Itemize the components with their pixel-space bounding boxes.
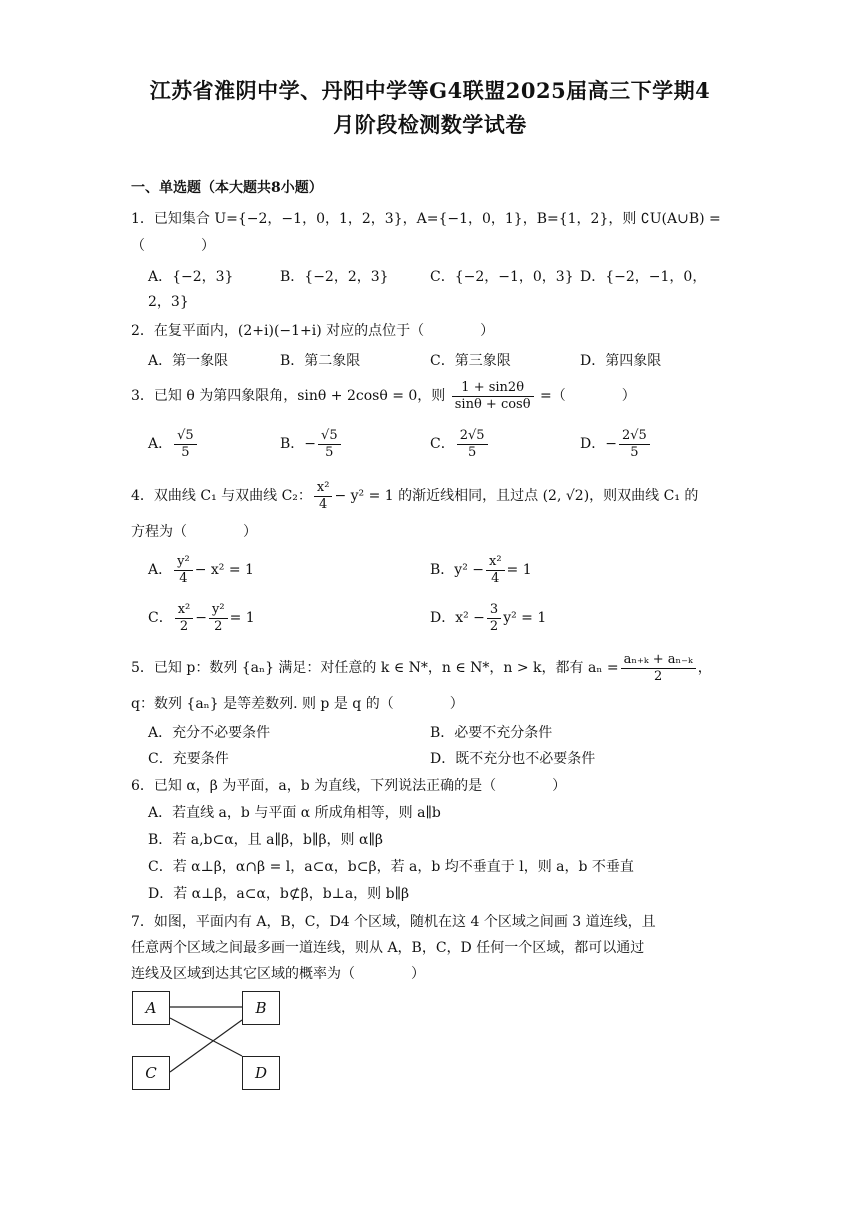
q6-option-b: B．若 a,b⊂α，且 a∥β，b∥β，则 α∥β bbox=[148, 832, 384, 848]
q5-option-a: A．充分不必要条件 bbox=[148, 725, 271, 741]
region-diagram bbox=[126, 986, 286, 1094]
q3-c-den: 5 bbox=[467, 444, 477, 460]
q3-option-c-label: C． bbox=[430, 436, 455, 452]
q5-frac-den: 2 bbox=[654, 668, 663, 684]
q3-a-den: 5 bbox=[181, 444, 190, 460]
q3-option-c bbox=[430, 426, 490, 462]
q1-option-a: A．{−2，3} bbox=[148, 269, 234, 285]
q5-fraction bbox=[621, 652, 696, 685]
q3-option-a bbox=[148, 426, 199, 462]
q1-option-b: B．{−2，2，3} bbox=[280, 269, 389, 285]
q4-stem-post: − y² = 1 的渐近线相同，且过点 (2, √2)，则双曲线 C₁ 的 bbox=[334, 488, 699, 504]
q4-option-c-label: C． bbox=[148, 610, 173, 626]
connection-a-d bbox=[170, 1018, 242, 1056]
q2-stem: 2．在复平面内，(2+i)(−1+i) 对应的点位于（ ） bbox=[131, 323, 495, 339]
q5-option-d: D．既不充分也不必要条件 bbox=[430, 751, 596, 767]
q4-frac-num: x² bbox=[314, 480, 333, 497]
q3-option-d-label: D．− bbox=[580, 436, 617, 452]
q4-c-post: = 1 bbox=[229, 610, 255, 626]
q3-option-a-label: A． bbox=[148, 436, 173, 452]
q4-option-d-frac bbox=[487, 602, 501, 635]
q3-option-d-frac bbox=[619, 428, 650, 461]
q4-b-num: x² bbox=[486, 554, 505, 571]
q3-b-den: 5 bbox=[325, 444, 334, 460]
q4-option-a-label: A． bbox=[148, 562, 173, 578]
q4-stem bbox=[131, 478, 698, 514]
q4-option-b-frac bbox=[486, 554, 505, 587]
q3-option-b-frac bbox=[318, 428, 341, 461]
q4-option-c-frac2 bbox=[209, 602, 228, 635]
q1-option-d-cont: 2，3} bbox=[148, 294, 189, 310]
q6-option-d: D．若 α⊥β，a⊂α，b⊄β，b⊥a，则 b∥β bbox=[148, 886, 410, 902]
q3-stem-pre: 3．已知 θ 为第四象限角，sinθ + 2cosθ = 0，则 bbox=[131, 388, 446, 404]
q4-c-num2: y² bbox=[209, 602, 228, 619]
title-line-2: 月阶段检测数学试卷 bbox=[333, 112, 527, 137]
q4-option-a-frac bbox=[174, 554, 193, 587]
region-box-c: C bbox=[132, 1056, 170, 1090]
q3-frac-num: 1 + sin2θ bbox=[452, 380, 534, 397]
region-box-a: A bbox=[132, 991, 170, 1025]
q3-b-num: √5 bbox=[318, 428, 341, 445]
q4-c-num1: x² bbox=[175, 602, 194, 619]
q4-frac-den: 4 bbox=[319, 496, 328, 512]
q4-option-c-frac1 bbox=[175, 602, 194, 635]
q4-option-b-label: B．y² − bbox=[430, 562, 484, 578]
q5-option-c: C．充要条件 bbox=[148, 751, 229, 767]
q3-frac-den: sinθ + cosθ bbox=[454, 396, 531, 412]
q5-frac-num: aₙ₊ₖ + aₙ₋ₖ bbox=[621, 652, 696, 669]
q3-c-num: 2√5 bbox=[457, 428, 488, 445]
q1-stem: 1．已知集合 U={−2，−1，0，1，2，3}，A={−1，0，1}，B={1，2}，则 ∁U(A∪B) = bbox=[131, 211, 721, 227]
q4-fraction bbox=[314, 480, 333, 513]
q4-a-den: 4 bbox=[179, 570, 188, 586]
q3-option-c-frac bbox=[457, 428, 488, 461]
q3-option-a-frac bbox=[174, 428, 197, 461]
q6-option-c: C．若 α⊥β，α∩β = l，a⊂α，b⊂β，若 a，b 均不垂直于 l，则 a，b 不垂直 bbox=[148, 859, 634, 875]
q4-stem-line2: 方程为（ ） bbox=[131, 524, 257, 540]
q3-option-d bbox=[580, 426, 652, 462]
q4-c-den1: 2 bbox=[179, 618, 189, 634]
q3-stem bbox=[131, 378, 636, 414]
q1-option-c: C．{−2，−1，0，3} bbox=[430, 269, 574, 285]
q4-d-post: y² = 1 bbox=[503, 610, 547, 626]
q4-b-post: = 1 bbox=[506, 562, 532, 578]
q2-option-d: D．第四象限 bbox=[580, 353, 662, 369]
q4-option-d bbox=[430, 600, 546, 636]
q4-option-a bbox=[148, 552, 254, 588]
q5-stem-pre: 5．已知 p：数列 {aₙ} 满足：对任意的 k ∈ N*，n ∈ N*，n > k，都有 aₙ = bbox=[131, 660, 619, 676]
q5-option-b: B．必要不充分条件 bbox=[430, 725, 553, 741]
q5-stem-line2: q：数列 {aₙ} 是等差数列. 则 p 是 q 的（ ） bbox=[131, 696, 464, 712]
q2-option-b: B．第二象限 bbox=[280, 353, 361, 369]
title-line-1: 江苏省淮阴中学、丹阳中学等G4联盟2025届高三下学期4 bbox=[149, 78, 711, 103]
q2-option-c: C．第三象限 bbox=[430, 353, 511, 369]
q6-stem: 6．已知 α，β 为平面，a，b 为直线，下列说法正确的是（ ） bbox=[131, 778, 567, 794]
q3-d-den: 5 bbox=[630, 444, 639, 460]
q1-bracket: （ ） bbox=[131, 238, 215, 254]
region-box-b: B bbox=[242, 991, 280, 1025]
q3-option-b-label: B．− bbox=[280, 436, 317, 452]
q4-a-post: − x² = 1 bbox=[194, 562, 254, 578]
q1-option-d: D．{−2，−1，0， bbox=[580, 269, 707, 285]
q5-stem bbox=[131, 650, 712, 686]
q4-c-den2: 2 bbox=[214, 618, 223, 634]
q4-stem-pre: 4．双曲线 C₁ 与双曲线 C₂： bbox=[131, 488, 312, 504]
q4-a-num: y² bbox=[174, 554, 193, 571]
exam-title bbox=[120, 74, 740, 142]
q4-d-num: 3 bbox=[487, 602, 501, 619]
q4-b-den: 4 bbox=[491, 570, 500, 586]
q6-option-a: A．若直线 a，b 与平面 α 所成角相等，则 a∥b bbox=[148, 805, 441, 821]
region-box-d: D bbox=[242, 1056, 280, 1090]
q3-stem-post: =（ ） bbox=[540, 388, 636, 404]
q3-d-num: 2√5 bbox=[619, 428, 650, 445]
q3-option-b bbox=[280, 426, 343, 462]
section-heading: 一、单选题（本大题共8小题） bbox=[131, 180, 323, 196]
q7-stem-line2: 任意两个区域之间最多画一道连线，则从 A，B，C，D 任何一个区域，都可以通过 bbox=[131, 940, 645, 956]
q4-d-den: 2 bbox=[489, 618, 499, 634]
q4-c-mid: − bbox=[195, 610, 207, 626]
connection-c-b bbox=[170, 1020, 242, 1072]
q7-stem-line3: 连线及区域到达其它区域的概率为（ ） bbox=[131, 966, 425, 982]
q3-fraction bbox=[452, 380, 534, 413]
q4-option-d-label: D．x² − bbox=[430, 610, 485, 626]
q4-option-b bbox=[430, 552, 532, 588]
q7-stem-line1: 7．如图，平面内有 A，B，C，D4 个区域，随机在这 4 个区域之间画 3 道连线，且 bbox=[131, 914, 656, 930]
q4-option-c bbox=[148, 600, 255, 636]
q2-option-a: A．第一象限 bbox=[148, 353, 229, 369]
q3-a-num: √5 bbox=[174, 428, 197, 445]
q5-stem-post: ， bbox=[697, 660, 712, 676]
